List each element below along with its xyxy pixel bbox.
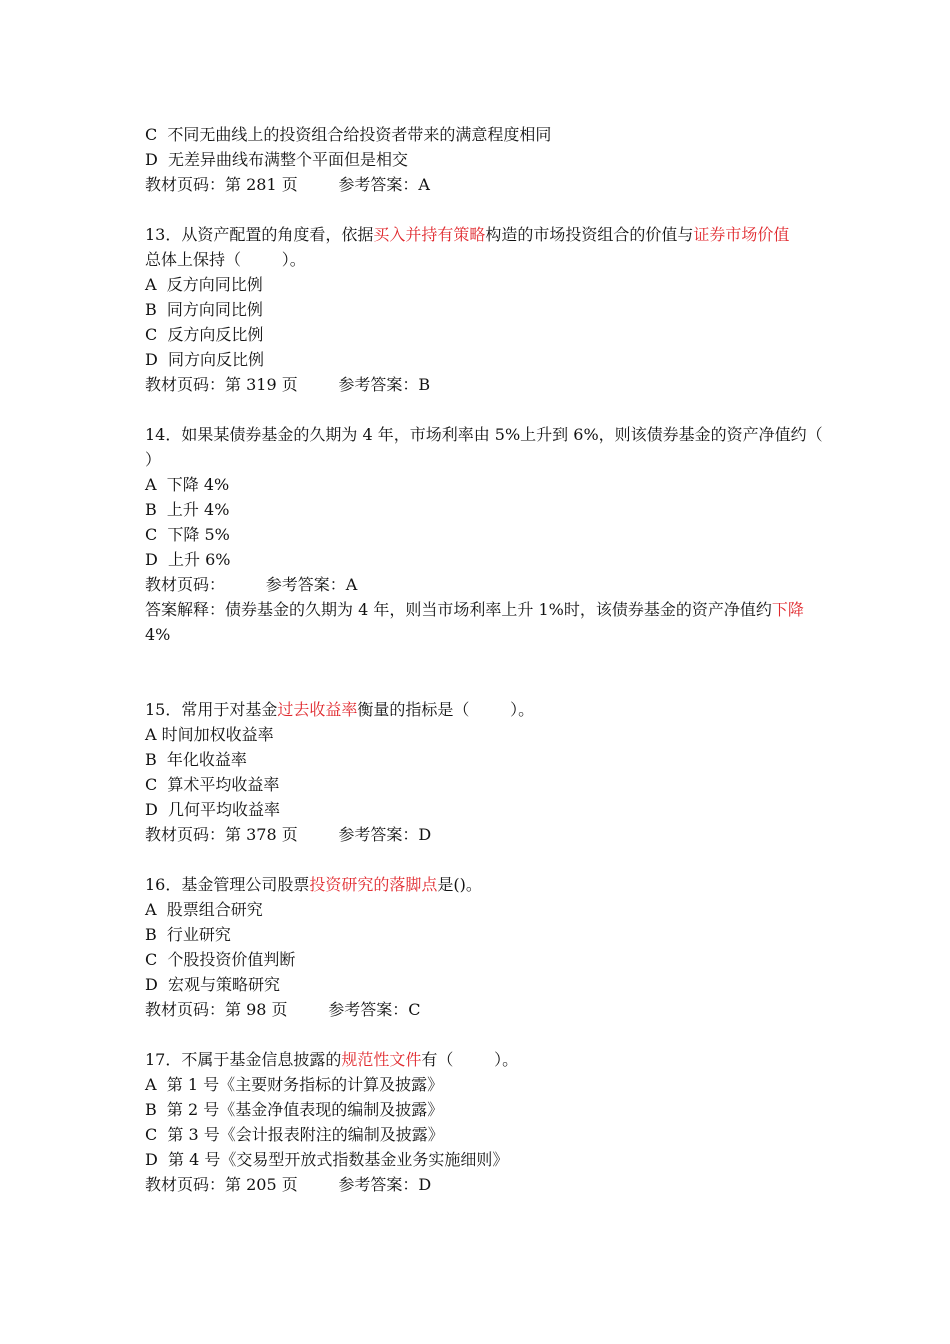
option-b: B 上升 4%: [145, 500, 230, 519]
highlight: 买入并持有策略: [373, 225, 486, 244]
highlight: 规范性文件: [341, 1050, 422, 1069]
question-14: [145, 422, 823, 647]
answer-explanation-cont: 4%: [145, 625, 171, 644]
question-stem: 13．从资产配置的角度看，依据买入并持有策略构造的市场投资组合的价值与证券市场价值: [145, 225, 790, 244]
option-a: A 股票组合研究: [145, 900, 263, 919]
option-a: A 第 1 号《主要财务指标的计算及披露》: [145, 1075, 444, 1094]
answer-explanation: 答案解释：债券基金的久期为 4 年，则当市场利率上升 1%时，该债券基金的资产净值约下降: [145, 600, 804, 619]
highlight: 下降: [771, 600, 804, 619]
answer-meta: 教材页码：第 378 页 参考答案：D: [145, 825, 432, 844]
option-d: D 宏观与策略研究: [145, 975, 281, 994]
question-stem: 17．不属于基金信息披露的规范性文件有（ ）。: [145, 1050, 519, 1069]
option-d: D 上升 6%: [145, 550, 231, 569]
question-15: [145, 697, 813, 847]
option-c: C 第 3 号《会计报表附注的编制及披露》: [145, 1125, 444, 1144]
question-17: [145, 1047, 813, 1197]
document-page: [145, 122, 823, 1197]
option-b: B 行业研究: [145, 925, 231, 944]
highlight: 投资研究的落脚点: [309, 875, 438, 894]
question-stem: 15．常用于对基金过去收益率衡量的指标是（ ）。: [145, 700, 535, 719]
highlight: 证券市场价值: [693, 225, 790, 244]
option-b: B 第 2 号《基金净值表现的编制及披露》: [145, 1100, 444, 1119]
option-c: C 算术平均收益率: [145, 775, 280, 794]
option-a: A 下降 4%: [145, 475, 230, 494]
answer-meta: 教材页码：第 205 页 参考答案：D: [145, 1175, 432, 1194]
answer-meta: 教材页码： 参考答案：A: [145, 575, 358, 594]
question-stem-cont: ）: [145, 450, 162, 469]
question-12-tail: [145, 122, 813, 197]
option-c: C 个股投资价值判断: [145, 950, 296, 969]
option-a: A 时间加权收益率: [145, 725, 274, 744]
question-13: [145, 222, 813, 397]
question-stem: 16．基金管理公司股票投资研究的落脚点是()。: [145, 875, 482, 894]
question-stem: 14．如果某债券基金的久期为 4 年，市场利率由 5%上升到 6%，则该债券基金的资产净值约（: [145, 425, 823, 444]
option-c: C 不同无曲线上的投资组合给投资者带来的满意程度相同: [145, 125, 552, 144]
option-d: D 几何平均收益率: [145, 800, 281, 819]
option-d: D 第 4 号《交易型开放式指数基金业务实施细则》: [145, 1150, 509, 1169]
question-stem-cont: 总体上保持（ ）。: [145, 250, 306, 269]
answer-meta: 教材页码：第 98 页 参考答案：C: [145, 1000, 421, 1019]
option-d: D 同方向反比例: [145, 350, 265, 369]
option-c: C 下降 5%: [145, 525, 230, 544]
option-c: C 反方向反比例: [145, 325, 264, 344]
question-16: [145, 872, 813, 1022]
option-a: A 反方向同比例: [145, 275, 263, 294]
highlight: 过去收益率: [277, 700, 358, 719]
option-b: B 同方向同比例: [145, 300, 263, 319]
answer-meta: 教材页码：第 319 页 参考答案：B: [145, 375, 431, 394]
option-b: B 年化收益率: [145, 750, 247, 769]
answer-meta: 教材页码：第 281 页 参考答案：A: [145, 175, 430, 194]
option-d: D 无差异曲线布满整个平面但是相交: [145, 150, 409, 169]
